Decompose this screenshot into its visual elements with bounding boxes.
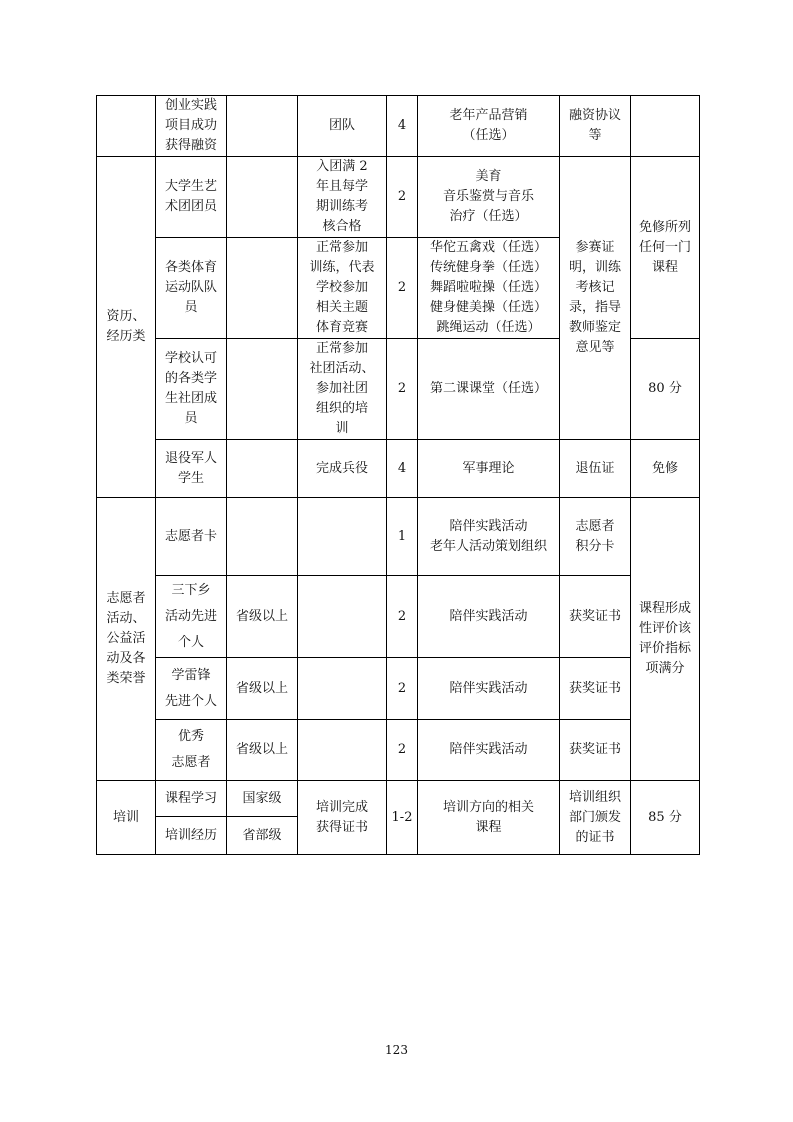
level-cell: 国家级 — [227, 781, 298, 817]
requirement-cell — [298, 498, 387, 576]
course-cell: 陪伴实践活动 — [418, 658, 560, 720]
result-exempt-any: 免修所列 任何一门 课程 — [631, 157, 700, 339]
credit-cell: 2 — [387, 720, 418, 781]
result-cell: 免修 — [631, 440, 700, 498]
category-cell — [97, 96, 156, 157]
result-cell — [631, 96, 700, 157]
level-cell — [227, 440, 298, 498]
category-training: 培训 — [97, 781, 156, 855]
level-cell: 省级以上 — [227, 720, 298, 781]
item-cell: 志愿者卡 — [156, 498, 227, 576]
page-number: 123 — [385, 1043, 408, 1057]
material-cell: 志愿者 积分卡 — [560, 498, 631, 576]
table-row — [97, 96, 700, 157]
credit-cell: 1-2 — [387, 781, 418, 855]
table-row — [97, 157, 700, 238]
result-cell: 85 分 — [631, 781, 700, 855]
material-cell: 获奖证书 — [560, 720, 631, 781]
level-cell — [227, 498, 298, 576]
table-row — [97, 440, 700, 498]
material-cell: 获奖证书 — [560, 576, 631, 658]
material-cell: 退伍证 — [560, 440, 631, 498]
table-row — [97, 498, 700, 576]
table-row — [97, 781, 700, 817]
table-row — [97, 576, 700, 658]
item-cell: 各类体育 运动队队 员 — [156, 238, 227, 339]
material-cell: 融资协议 等 — [560, 96, 631, 157]
item-cell: 学雷锋 先进个人 — [156, 658, 227, 720]
item-cell: 创业实践 项目成功 获得融资 — [156, 96, 227, 157]
level-cell — [227, 339, 298, 440]
item-cell: 大学生艺 术团团员 — [156, 157, 227, 238]
level-cell: 省级以上 — [227, 658, 298, 720]
item-cell: 培训经历 — [156, 817, 227, 855]
material-cell: 获奖证书 — [560, 658, 631, 720]
credit-cell: 4 — [387, 440, 418, 498]
item-cell: 三下乡 活动先进 个人 — [156, 576, 227, 658]
credit-cell: 2 — [387, 157, 418, 238]
item-cell: 课程学习 — [156, 781, 227, 817]
credit-cell: 2 — [387, 339, 418, 440]
course-cell: 第二课课堂（任选） — [418, 339, 560, 440]
course-cell: 陪伴实践活动 — [418, 720, 560, 781]
result-cell: 80 分 — [631, 339, 700, 440]
requirement-cell: 入团满 2 年且每学 期训练考 核合格 — [298, 157, 387, 238]
course-cell: 培训方向的相关 课程 — [418, 781, 560, 855]
table-row — [97, 658, 700, 720]
credit-cell: 1 — [387, 498, 418, 576]
material-cell: 培训组织 部门颁发 的证书 — [560, 781, 631, 855]
level-cell — [227, 96, 298, 157]
level-cell: 省部级 — [227, 817, 298, 855]
course-cell: 老年产品营销 （任选） — [418, 96, 560, 157]
requirement-cell — [298, 658, 387, 720]
requirement-cell — [298, 576, 387, 658]
category-resume: 资历、 经历类 — [97, 157, 156, 498]
credit-cell: 2 — [387, 658, 418, 720]
requirement-cell: 正常参加 训练，代表 学校参加 相关主题 体育竞赛 — [298, 238, 387, 339]
category-volunteer: 志愿者 活动、 公益活 动及各 类荣誉 — [97, 498, 156, 781]
credit-cell: 4 — [387, 96, 418, 157]
credit-conversion-table — [96, 95, 700, 855]
course-cell: 陪伴实践活动 老年人活动策划组织 — [418, 498, 560, 576]
level-cell: 省级以上 — [227, 576, 298, 658]
requirement-cell: 培训完成 获得证书 — [298, 781, 387, 855]
item-cell: 学校认可 的各类学 生社团成 员 — [156, 339, 227, 440]
course-cell: 华佗五禽戏（任选） 传统健身拳（任选） 舞蹈啦啦操（任选） 健身健美操（任选） 跳绳运动（任选） — [418, 238, 560, 339]
table-row — [97, 720, 700, 781]
item-cell: 优秀 志愿者 — [156, 720, 227, 781]
course-cell: 陪伴实践活动 — [418, 576, 560, 658]
requirement-cell: 团队 — [298, 96, 387, 157]
requirement-cell — [298, 720, 387, 781]
result-volunteer: 课程形成 性评价该 评价指标 项满分 — [631, 498, 700, 781]
level-cell — [227, 157, 298, 238]
material-shared-cell: 参赛证 明，训练 考核记 录，指导 教师鉴定 意见等 — [560, 157, 631, 440]
item-cell: 退役军人 学生 — [156, 440, 227, 498]
course-cell: 军事理论 — [418, 440, 560, 498]
credit-cell: 2 — [387, 576, 418, 658]
course-cell: 美育 音乐鉴赏与音乐 治疗（任选） — [418, 157, 560, 238]
requirement-cell: 正常参加 社团活动、 参加社团 组织的培 训 — [298, 339, 387, 440]
level-cell — [227, 238, 298, 339]
requirement-cell: 完成兵役 — [298, 440, 387, 498]
credit-cell: 2 — [387, 238, 418, 339]
